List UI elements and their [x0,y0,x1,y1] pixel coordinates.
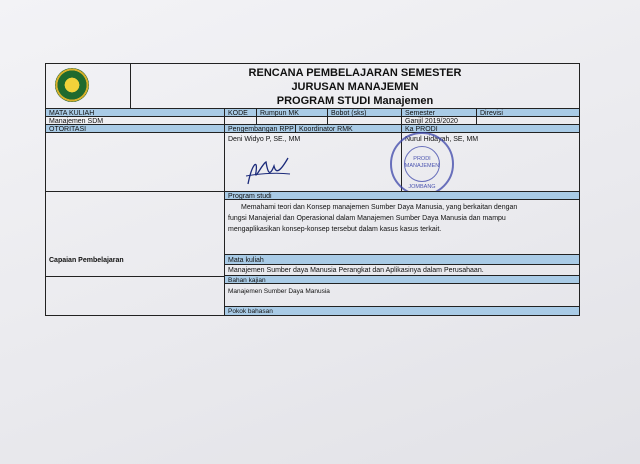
mata-kuliah-label: MATA KULIAH [49,110,95,117]
ka-prodi-label: Ka PRODI [405,126,438,133]
mata-kuliah-section-label: Mata kuliah [228,257,264,264]
direvisi-label: Direvisi [480,110,503,117]
kode-label: KODE [228,110,248,117]
stamp-name-text: MANAJEMEN [404,163,440,169]
mata-kuliah-value: Manajemen SDM [49,118,104,125]
program-studi-line-1: Memahami teori dan Konsep manajemen Sumber Daya Manusia, yang berkaitan dengan [241,204,518,211]
title-cell [130,63,580,109]
otoritasi-blank-cell [45,132,225,192]
kaprodi-name: Nurul Hidayah, SE, MM [405,136,479,143]
stamp-prodi-text: PRODI [413,156,431,162]
bahan-kajian-text: Manajemen Sumber Daya Manusia [228,288,330,295]
koordinator-label: Koordinator RMK [299,126,353,133]
capaian-label: Capaian Pembelajaran [49,257,124,264]
capaian-label-cell [45,191,225,277]
bahan-kajian-label: Bahan kajian [228,277,266,284]
rps-document [45,63,580,316]
capaian-blank-cell [45,276,225,316]
logo-cell [45,63,131,109]
semester-value: Ganjil 2019/2020 [405,118,458,125]
prodi-stamp-icon [390,132,454,196]
semester-label: Semester [405,110,435,117]
stamp-city-text: JOMBANG [408,184,436,190]
mata-kuliah-text: Manajemen Sumber daya Manusia Perangkat dan Aplikasinya dalam Perusahaan. [228,267,484,274]
program-studi-label: Program studi [228,193,272,200]
pokok-bahasan-label: Pokok bahasan [228,308,273,315]
rumpun-label: Rumpun MK [260,110,299,117]
program-studi-line-2: fungsi Manajerial dan Operasional dalam Manajemen Sumber Daya Manusia dan mampu [228,215,506,222]
title-line-2: JURUSAN MANAJEMEN [291,81,419,93]
program-studi-text-cell [224,199,580,255]
pokok-bahasan-label-cell [224,306,580,316]
university-logo-icon [55,68,89,102]
pengembangan-label: Pengembangan RPP [228,126,294,133]
title-line-1: RENCANA PEMBELAJARAN SEMESTER [248,67,462,79]
bahan-kajian-text-cell [224,283,580,307]
bobot-label: Bobot (sks) [331,110,367,117]
program-studi-line-3: mengaplikasikan konsep-konsep tersebut dalam kasus kasus terkait. [228,226,442,233]
signature-icon [244,154,292,188]
otoritasi-label: OTORITASI [49,126,87,133]
dosen-name: Deni Widyo P, SE., MM [228,136,301,143]
title-line-3: PROGRAM STUDI Manajemen [276,95,434,107]
